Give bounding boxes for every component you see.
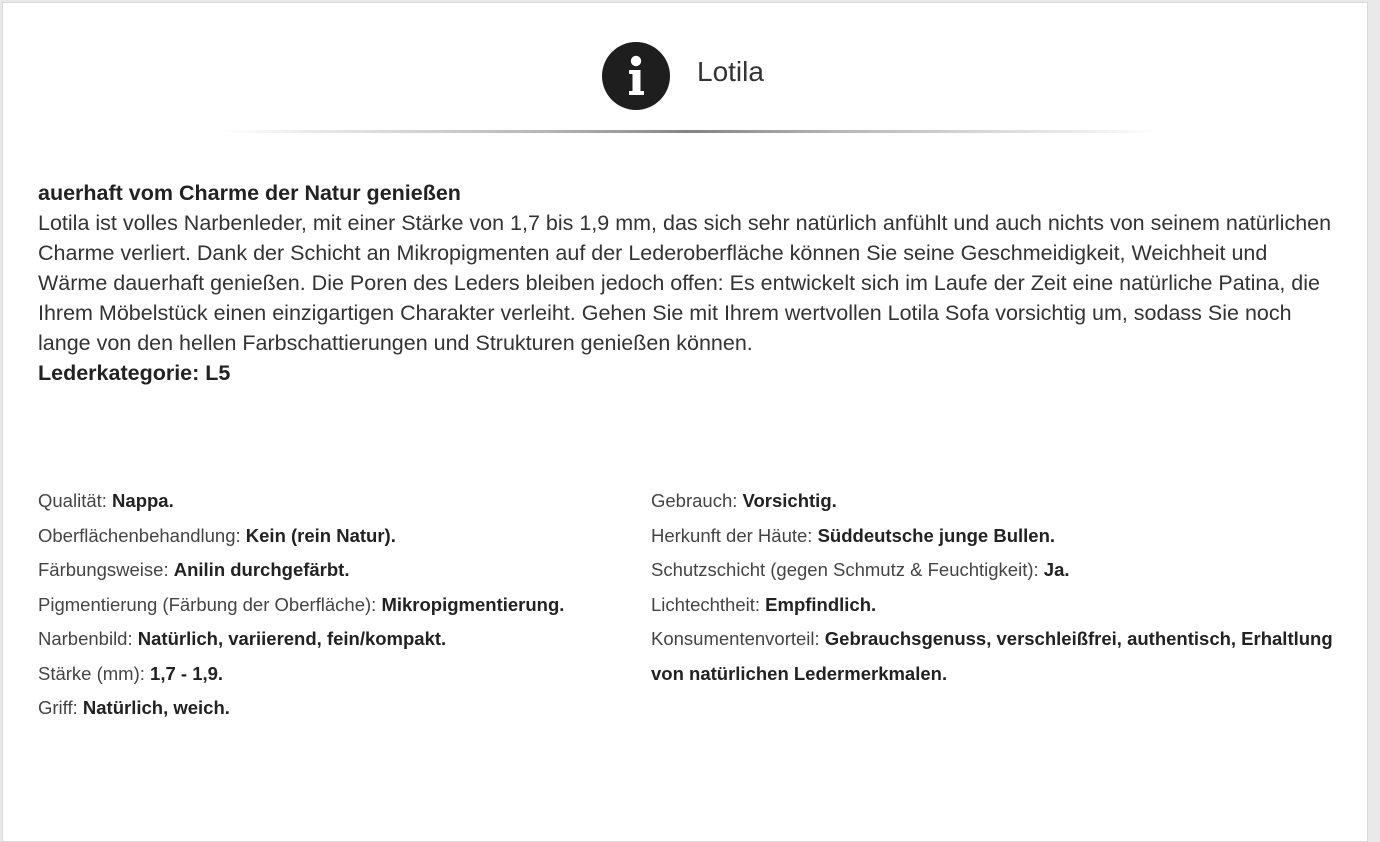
spec-list-right <box>651 484 1341 691</box>
spec-value: Anilin durchgefärbt. <box>173 559 350 580</box>
leather-category: Lederkategorie: L5 <box>38 361 231 385</box>
spec-label: Qualität: <box>38 490 113 511</box>
header-divider <box>221 130 1161 133</box>
spec-value: Ja. <box>1043 559 1070 580</box>
spec-row-faerbungsweise <box>38 553 598 588</box>
leather-description <box>38 178 1338 388</box>
spec-row-narbenbild <box>38 622 598 657</box>
spec-label: Gebrauch: <box>651 490 743 511</box>
spec-label: Narbenbild: <box>38 628 138 649</box>
spec-row-oberflaechenbehandlung <box>38 519 598 554</box>
spec-value: Kein (rein Natur). <box>245 524 396 546</box>
description-heading: auerhaft vom Charme der Natur genießen <box>38 181 461 205</box>
spec-row-qualitaet <box>38 484 598 519</box>
spec-value: Süddeutsche junge Bullen. <box>817 524 1056 546</box>
spec-row-griff <box>38 691 598 726</box>
spec-list-left <box>38 484 598 726</box>
spec-value: 1,7 - 1,9. <box>150 662 224 684</box>
spec-label: Herkunft der Häute: <box>651 524 818 546</box>
spec-label: Lichtechtheit: <box>651 593 766 615</box>
spec-value: Empfindlich. <box>765 593 877 615</box>
spec-label: Konsumentenvorteil: <box>651 628 825 649</box>
page-title: Lotila <box>697 56 764 87</box>
spec-value: Vorsichtig. <box>742 490 837 511</box>
spec-value: Mikropigmentierung. <box>381 593 565 615</box>
info-icon <box>601 41 671 111</box>
leather-info-panel <box>2 2 1368 842</box>
spec-value: Natürlich, weich. <box>82 697 230 718</box>
spec-label: Pigmentierung (Färbung der Oberfläche): <box>38 593 382 615</box>
panel-header <box>3 41 1367 111</box>
description-body: Lotila ist volles Narbenleder, mit einer Stärke von 1,7 bis 1,9 mm, das sich sehr natürlich anfühlt und auch nichts von seinem natürlichen Charme verliert. Dank der Schicht an Mikropigmenten auf der Lederoberfläche können Sie seine Geschmeidigkeit, Weichheit und Wärme dauerhaft genießen. Die Poren des Leders bleiben jedoch offen: Es entwickelt sich im Laufe der Zeit eine natürliche Patina, die Ihrem Möbelstück einen einzigartigen Charakter verleiht. Gehen Sie mit Ihrem wertvollen Lotila Sofa vorsichtig um, sodass Sie noch lange von den hellen Farbschattierungen und Strukturen genießen können. <box>38 211 1332 355</box>
spec-label: Schutzschicht (gegen Schmutz & Feuchtigkeit): <box>651 559 1044 580</box>
spec-row-konsumentenvorteil <box>651 622 1341 691</box>
spec-row-lichtechtheit <box>651 588 1341 623</box>
spec-value: Natürlich, variierend, fein/kompakt. <box>137 628 447 649</box>
spec-row-pigmentierung <box>38 588 598 623</box>
spec-row-gebrauch <box>651 484 1341 519</box>
spec-value: Gebrauchsgenuss, verschleißfrei, authentisch, Erhaltlung von natürlichen Ledermerkmalen. <box>651 628 1333 684</box>
spec-value: Nappa. <box>112 490 174 511</box>
spec-label: Oberflächenbehandlung: <box>38 524 246 546</box>
spec-label: Färbungsweise: <box>38 559 174 580</box>
spec-row-herkunft <box>651 519 1341 554</box>
spec-row-schutzschicht <box>651 553 1341 588</box>
spec-row-staerke <box>38 657 598 692</box>
spec-label: Stärke (mm): <box>38 662 151 684</box>
spec-label: Griff: <box>38 697 83 718</box>
